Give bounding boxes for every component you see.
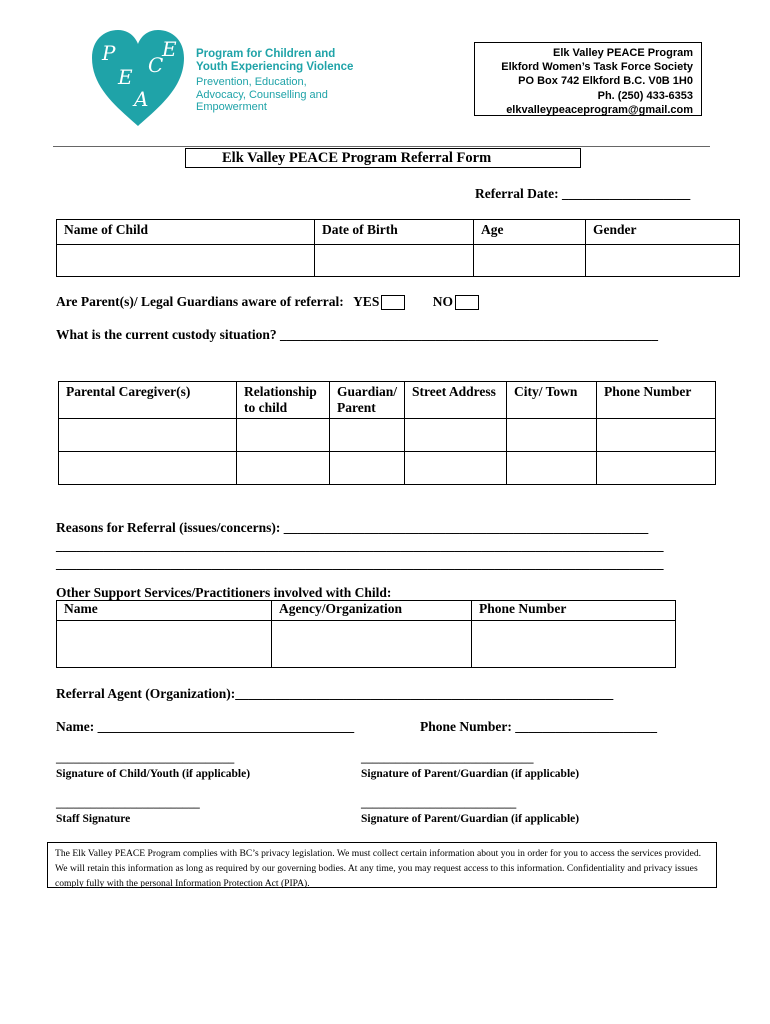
header-guardian-parent: Guardian/ Parent	[330, 382, 405, 419]
header-date-of-birth: Date of Birth	[315, 220, 474, 245]
caregiver-cell[interactable]	[405, 452, 507, 485]
contact-box	[474, 42, 702, 116]
reasons-line[interactable]: __________________________________________________________________________________________	[56, 538, 664, 553]
header-age: Age	[474, 220, 586, 245]
header-rule	[53, 146, 710, 147]
sig-parent-label: Signature of Parent/Guardian (if applicable)	[361, 768, 580, 780]
reasons-line[interactable]: __________________________________________________________________________________________	[56, 556, 664, 571]
contact-line: Ph. (250) 433-6353	[597, 89, 693, 102]
services-cell[interactable]	[272, 621, 472, 668]
caregiver-cell[interactable]	[330, 452, 405, 485]
svg-text:P: P	[102, 41, 116, 65]
caregiver-cell[interactable]	[330, 419, 405, 452]
services-cell[interactable]	[472, 621, 676, 668]
svg-text:C: C	[148, 53, 164, 77]
peace-heart-logo	[88, 26, 188, 128]
aware-question	[56, 294, 479, 310]
sig-child-line[interactable]: _______________________________	[56, 753, 235, 765]
child-name-cell[interactable]	[57, 245, 315, 277]
header-gender: Gender	[586, 220, 740, 245]
header-name-of-child: Name of Child	[57, 220, 315, 245]
caregiver-cell[interactable]	[237, 419, 330, 452]
contact-line: Elk Valley PEACE Program	[552, 47, 693, 59]
yes-checkbox[interactable]	[381, 295, 405, 310]
header-phone-number: Phone Number	[597, 382, 716, 419]
caregiver-cell[interactable]	[597, 452, 716, 485]
logo-title: Program for Children and Youth Experiencing Violence	[196, 48, 354, 73]
referral-date-field[interactable]: Referral Date: ___________________	[475, 186, 691, 201]
caregiver-table	[58, 381, 716, 485]
sig-parent-line[interactable]: ______________________________	[361, 753, 534, 765]
header-relationship: Relationship to child	[237, 382, 330, 419]
sig-parent-line-2[interactable]: ___________________________	[361, 798, 517, 810]
contact-line: PO Box 742 Elkford B.C. V0B 1H0	[518, 75, 693, 88]
child-gender-cell[interactable]	[586, 245, 740, 277]
contact-line: Elkford Women’s Task Force Society	[501, 61, 693, 74]
logo-subtitle: Prevention, Education, Advocacy, Counselling and Empowerment	[196, 76, 328, 113]
header-street-address: Street Address	[405, 382, 507, 419]
sig-staff-line[interactable]: _________________________	[56, 798, 200, 810]
svg-text:A: A	[134, 87, 149, 111]
caregiver-cell[interactable]	[237, 452, 330, 485]
sig-parent-label-2: Signature of Parent/Guardian (if applicable)	[361, 813, 580, 825]
agent-phone-field[interactable]: Phone Number: _____________________	[420, 719, 657, 734]
reasons-field[interactable]: Reasons for Referral (issues/concerns): ______________________________________________________	[56, 520, 649, 535]
caregiver-cell[interactable]	[597, 419, 716, 452]
child-dob-cell[interactable]	[315, 245, 474, 277]
sig-staff-label: Staff Signature	[56, 813, 131, 825]
caregiver-cell[interactable]	[507, 419, 597, 452]
caregiver-cell[interactable]	[59, 452, 237, 485]
header-parental-caregiver: Parental Caregiver(s)	[59, 382, 237, 419]
header-services-phone: Phone Number	[472, 601, 676, 621]
svg-text:E: E	[162, 37, 177, 61]
aware-label: Are Parent(s)/ Legal Guardians aware of referral:	[56, 294, 344, 309]
services-cell[interactable]	[57, 621, 272, 668]
caregiver-cell[interactable]	[405, 419, 507, 452]
custody-field[interactable]: What is the current custody situation? ________________________________________________________	[56, 327, 659, 342]
child-info-table	[56, 219, 740, 277]
other-services-label: Other Support Services/Practitioners involved with Child:	[56, 585, 392, 600]
svg-text:E: E	[118, 65, 133, 89]
header-name: Name	[57, 601, 272, 621]
yes-label: YES	[353, 294, 380, 309]
agent-name-field[interactable]: Name: ______________________________________	[56, 719, 355, 734]
privacy-notice: The Elk Valley PEACE Program complies with BC’s privacy legislation. We must collect certain information about you in order for you to access the services provided. We will retain this information as long as required by our governing bodies. At any time, you may request access to this information. Confidentiality and privacy issues comply fully with the personal Information Protection Act (PIPA).	[47, 842, 717, 888]
referral-agent-field[interactable]: Referral Agent (Organization):________________________________________________________	[56, 686, 614, 701]
form-title: Elk Valley PEACE Program Referral Form	[185, 148, 581, 168]
header-city-town: City/ Town	[507, 382, 597, 419]
logo-text	[196, 48, 356, 114]
contact-email: elkvalleypeaceprogram@gmail.com	[506, 103, 693, 116]
no-checkbox[interactable]	[455, 295, 479, 310]
child-age-cell[interactable]	[474, 245, 586, 277]
sig-child-label: Signature of Child/Youth (if applicable)	[56, 768, 251, 780]
no-label: NO	[432, 294, 453, 309]
header-agency: Agency/Organization	[272, 601, 472, 621]
services-table	[56, 600, 676, 668]
caregiver-cell[interactable]	[59, 419, 237, 452]
caregiver-cell[interactable]	[507, 452, 597, 485]
